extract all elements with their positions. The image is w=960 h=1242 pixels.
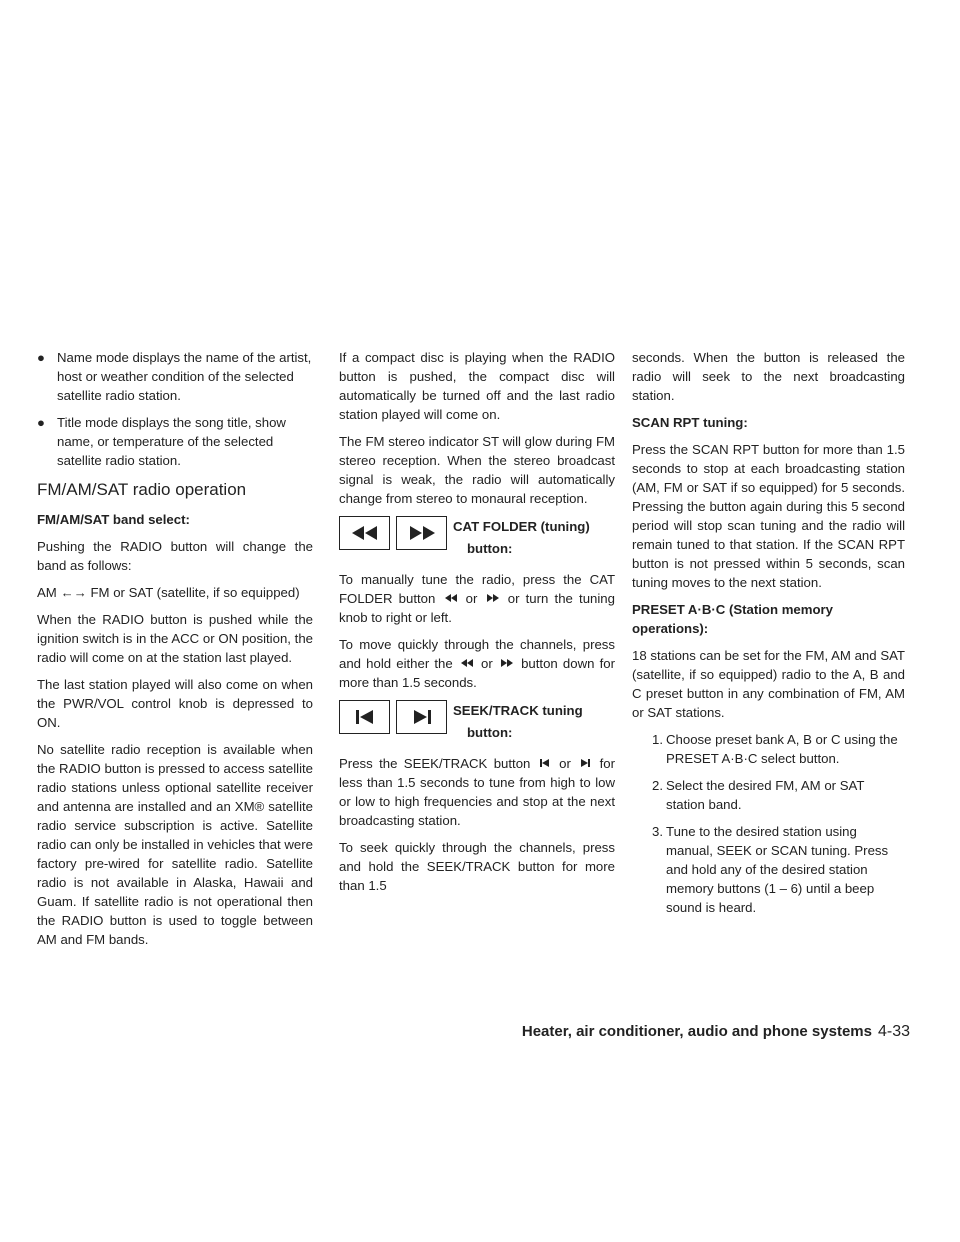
paragraph-move-quickly: [339, 635, 615, 692]
section-title: FM/AM/SAT radio operation: [37, 480, 247, 499]
rewind-icon: [444, 593, 458, 603]
fast-forward-icon: [486, 593, 500, 603]
rewind-button-box: [339, 516, 390, 550]
paragraph: 18 stations can be set for the FM, AM and SAT (satellite, if so equipped) radio to the A, B and C preset button in any combination of FM, AM or SAT stations.: [632, 648, 905, 720]
bullet-text: Title mode displays the song title, show name, or temperature of the selected satellite radio station.: [57, 415, 286, 468]
fast-forward-icon: [407, 525, 437, 541]
fast-forward-icon: [500, 658, 514, 668]
bullet-title-mode: [37, 413, 313, 470]
paragraph: When the RADIO button is pushed while the ignition switch is in the ACC or ON position, the radio will come on at the station last played.: [37, 612, 313, 665]
column-3: [632, 348, 905, 925]
paragraph: No satellite radio reception is available when the RADIO button is pressed to access satellite radio stations unless optional satellite receiver and antenna are installed and an XM® satellite radio service subscription is active. Satellite radio can only be installed in vehicles that were factory pre-wired for satellite radio. Satellite radio is not available in Alaska, Hawaii and Guam. If satellite radio is not operational then the RADIO button is used to toggle between AM and FM bands.: [37, 742, 313, 947]
cat-folder-label-line2: button:: [467, 541, 513, 556]
step-item: [632, 776, 905, 814]
bullet-name-mode: [37, 348, 313, 405]
scan-rpt-heading: SCAN RPT tuning:: [632, 415, 748, 430]
text: Press the SEEK/TRACK button: [339, 756, 531, 771]
text: or: [481, 656, 493, 671]
paragraph: To seek quickly through the channels, press and hold the SEEK/TRACK button for more than 1.5: [339, 840, 615, 893]
text: for less than 1.5 seconds to tune from high to low or low to high frequencies and stop at the next broadcasting station.: [339, 756, 615, 828]
step-item: [632, 822, 905, 917]
rewind-icon: [350, 525, 380, 541]
paragraph: Press the SCAN RPT button for more than 1.5 seconds to stop at each broadcasting station (AM, FM or SAT if so equipped) for 5 seconds. Pressing the button again during this 5 second period will stop scan tuning and the radio will remain tuned to that station. If the SCAN RPT button is not pressed within 5 seconds, scan tuning moves to the next station.: [632, 442, 905, 590]
text: To move quickly through the channels, press and hold either the: [339, 637, 615, 671]
seek-track-button-graphic: [339, 700, 615, 744]
band-sequence: AM ←→ FM or SAT (satellite, if so equipped): [37, 585, 300, 600]
text: To manually tune the radio, press the CAT FOLDER button: [339, 572, 615, 606]
preset-heading: PRESET A·B·C (Station memory operations):: [632, 602, 834, 636]
step-text: Tune to the desired station using manual, SEEK or SCAN tuning. Press and hold any of the desired station memory buttons (1 – 6) until a beep sound is heard.: [666, 824, 889, 915]
bullet-dot: ●: [37, 415, 45, 430]
step-number: 1.: [652, 732, 663, 747]
text: or turn the tuning knob to right or left.: [339, 591, 615, 625]
paragraph-manual-tune: [339, 570, 615, 627]
paragraph: The FM stereo indicator ST will glow during FM stereo reception. When the stereo broadcast signal is weak, the radio will automatically change from stereo to monaural reception.: [339, 434, 615, 506]
text: or: [559, 756, 571, 771]
paragraph: If a compact disc is playing when the RADIO button is pushed, the compact disc will automatically be turned off and the last radio station played will come on.: [339, 350, 615, 422]
skip-back-icon: [352, 709, 378, 725]
step-text: Choose preset bank A, B or C using the PRESET A·B·C select button.: [666, 732, 898, 766]
seek-track-label-line1: SEEK/TRACK tuning: [453, 703, 583, 718]
step-number: 2.: [652, 778, 663, 793]
seek-track-label-line2: button:: [467, 725, 513, 740]
page-number: 4-33: [877, 1023, 910, 1040]
paragraph: The last station played will also come on when the PWR/VOL control knob is depressed to ON.: [37, 677, 313, 730]
fast-forward-button-box: [396, 516, 447, 550]
step-item: [632, 730, 905, 768]
seek-forward-button-box: [396, 700, 447, 734]
bullet-dot: ●: [37, 350, 45, 365]
step-number: 3.: [652, 824, 663, 839]
seek-track-label: [453, 700, 583, 744]
page-footer: [510, 1023, 910, 1041]
column-1: [37, 348, 313, 957]
cat-folder-label-line1: CAT FOLDER (tuning): [453, 519, 590, 534]
text: button down for more than 1.5 seconds.: [339, 656, 615, 690]
paragraph: Pushing the RADIO button will change the band as follows:: [37, 539, 313, 573]
seek-back-button-box: [339, 700, 390, 734]
paragraph-seek-press: [339, 754, 615, 830]
bullet-text: Name mode displays the name of the artist, host or weather condition of the selected satellite radio station.: [57, 350, 312, 403]
footer-section-title: Heater, air conditioner, audio and phone systems: [521, 1023, 872, 1040]
column-2: [339, 348, 615, 903]
band-select-heading: FM/AM/SAT band select:: [37, 512, 190, 527]
text: or: [465, 591, 478, 606]
skip-forward-icon: [409, 709, 435, 725]
rewind-icon: [460, 658, 474, 668]
skip-back-icon: [539, 758, 551, 768]
skip-forward-icon: [579, 758, 591, 768]
cat-folder-label: [453, 516, 590, 560]
step-text: Select the desired FM, AM or SAT station band.: [666, 778, 865, 812]
cat-folder-button-graphic: [339, 516, 615, 560]
paragraph: seconds. When the button is released the radio will seek to the next broadcasting station.: [632, 350, 905, 403]
